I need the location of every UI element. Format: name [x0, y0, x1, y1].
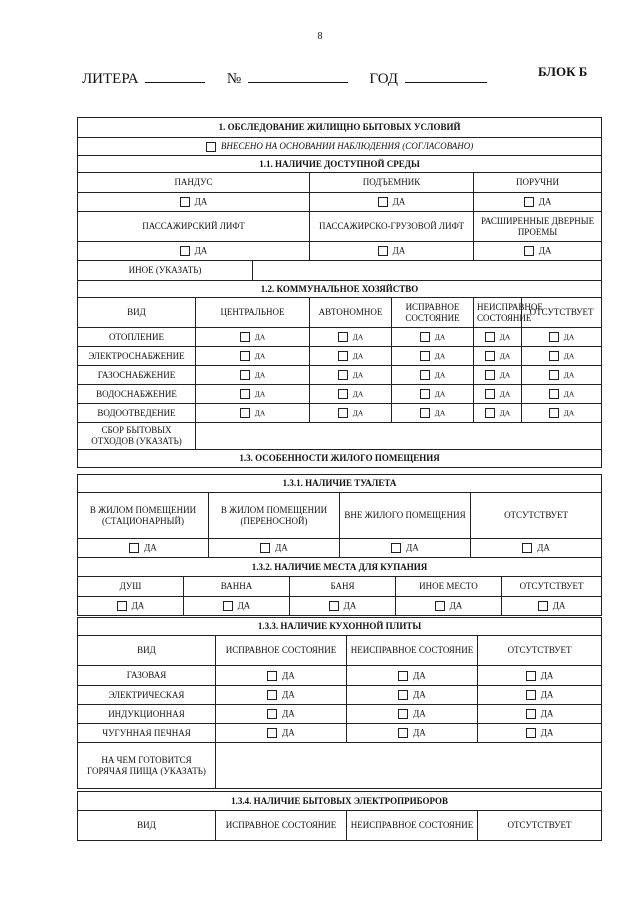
toilet-outside-checkbox[interactable]	[391, 543, 401, 553]
checkbox[interactable]	[526, 728, 536, 738]
yes-label: ДА	[413, 709, 426, 719]
yes-label: ДА	[352, 408, 364, 418]
checkbox[interactable]	[549, 408, 559, 418]
other-accessibility-field[interactable]	[253, 261, 602, 281]
checkbox[interactable]	[338, 370, 348, 380]
section-1-table	[77, 117, 602, 468]
checkbox[interactable]	[420, 332, 430, 342]
checkbox-cell	[78, 539, 209, 558]
checkbox-cell	[216, 686, 347, 705]
appliances-col-type: ВИД	[78, 811, 216, 841]
handrails-checkbox[interactable]	[524, 197, 534, 207]
section-1-3-1-title: 1.3.1. НАЛИЧИЕ ТУАЛЕТА	[78, 475, 602, 493]
yes-label: ДА	[540, 728, 554, 738]
yes-label: ДА	[499, 370, 511, 380]
toilet-col-absent: ОТСУТСТВУЕТ	[471, 493, 602, 539]
checkbox[interactable]	[485, 351, 495, 361]
checkbox-cell	[474, 328, 522, 347]
hot-food-field[interactable]	[216, 743, 602, 789]
stove-col-broken: НЕИСПРАВНОЕ СОСТОЯНИЕ	[347, 636, 478, 666]
ramp-checkbox[interactable]	[180, 197, 190, 207]
checkbox-cell	[478, 724, 602, 743]
section-1-3-4-title: 1.3.4. НАЛИЧИЕ БЫТОВЫХ ЭЛЕКТРОПРИБОРОВ	[78, 792, 602, 811]
appliances-col-working: ИСПРАВНОЕ СОСТОЯНИЕ	[216, 811, 347, 841]
section-1-title: 1. ОБСЛЕДОВАНИЕ ЖИЛИЩНО БЫТОВЫХ УСЛОВИЙ	[78, 118, 602, 138]
checkbox-cell	[196, 347, 310, 366]
yes-label: ДА	[413, 728, 426, 738]
wide-doorways-checkbox[interactable]	[524, 246, 534, 256]
yes-label: ДА	[499, 389, 511, 399]
stove-col-absent: ОТСУТСТВУЕТ	[478, 636, 602, 666]
utility-water-supply: ВОДОСНАБЖЕНИЕ	[78, 385, 196, 404]
checkbox-cell	[474, 404, 522, 423]
stove-col-working: ИСПРАВНОЕ СОСТОЯНИЕ	[216, 636, 347, 666]
number-field[interactable]	[248, 68, 348, 83]
bathtub-checkbox[interactable]	[223, 601, 233, 611]
section-1-2-title: 1.2. КОММУНАЛЬНОЕ ХОЗЯЙСТВО	[78, 281, 602, 298]
checkbox-cell	[392, 404, 474, 423]
section-1-3-3-title: 1.3.3. НАЛИЧИЕ КУХОННОЙ ПЛИТЫ	[78, 618, 602, 636]
checkbox-cell	[522, 328, 602, 347]
yes-label: ДА	[352, 370, 364, 380]
checkbox[interactable]	[338, 389, 348, 399]
checkbox[interactable]	[240, 351, 250, 361]
hot-food-label: НА ЧЕМ ГОТОВИТСЯ ГОРЯЧАЯ ПИЩА (УКАЗАТЬ)	[78, 743, 216, 789]
stove-electric: ЭЛЕКТРИЧЕСКАЯ	[78, 686, 216, 705]
checkbox[interactable]	[485, 389, 495, 399]
yes-label: ДА	[254, 389, 266, 399]
toilet-absent-checkbox[interactable]	[522, 543, 532, 553]
checkbox[interactable]	[240, 408, 250, 418]
toilet-portable-checkbox[interactable]	[260, 543, 270, 553]
checkbox-cell	[209, 539, 340, 558]
checkbox-cell	[522, 385, 602, 404]
utility-row	[78, 366, 602, 385]
checkbox-cell	[522, 404, 602, 423]
checkbox-cell	[347, 724, 478, 743]
utility-heating: ОТОПЛЕНИЕ	[78, 328, 196, 347]
utility-gas: ГАЗОСНАБЖЕНИЕ	[78, 366, 196, 385]
lift-label: ПОДЪЕМНИК	[310, 173, 474, 193]
checkbox-cell	[392, 385, 474, 404]
checkbox[interactable]	[240, 370, 250, 380]
block-label: БЛОК Б	[538, 64, 588, 79]
yes-label: ДА	[434, 408, 446, 418]
utilities-col-absent: ОТСУТСТВУЕТ	[522, 298, 602, 328]
checkbox-cell	[478, 686, 602, 705]
bath-col-bathtub: ВАННА	[184, 577, 290, 597]
checkbox[interactable]	[398, 690, 408, 700]
checkbox-cell	[478, 705, 602, 724]
year-label: ГОД	[369, 71, 399, 87]
ramp-label: ПАНДУС	[78, 173, 310, 193]
wide-doorways-yes-cell	[474, 242, 602, 261]
observation-checkbox[interactable]	[206, 142, 216, 152]
passenger-elevator-checkbox[interactable]	[180, 246, 190, 256]
bath-col-other: ИНОЕ МЕСТО	[396, 577, 502, 597]
yes-label: ДА	[352, 332, 364, 342]
checkbox-cell	[290, 597, 396, 616]
checkbox[interactable]	[338, 351, 348, 361]
yes-label: ДА	[537, 543, 550, 553]
passenger-elevator-label: ПАССАЖИРСКИЙ ЛИФТ	[78, 212, 310, 242]
checkbox-cell	[522, 347, 602, 366]
checkbox[interactable]	[549, 370, 559, 380]
stove-row	[78, 705, 602, 724]
observation-note	[78, 138, 602, 156]
wide-doorways-label: РАСШИРЕННЫЕ ДВЕРНЫЕ ПРОЕМЫ	[474, 212, 602, 242]
checkbox-cell	[310, 328, 392, 347]
yes-label: ДА	[131, 601, 145, 611]
yes-label: ДА	[540, 709, 554, 719]
number-label: №	[226, 71, 242, 87]
utility-row	[78, 404, 602, 423]
freight-elevator-yes-cell	[310, 242, 474, 261]
checkbox-cell	[310, 385, 392, 404]
waste-collection-field[interactable]	[196, 423, 602, 450]
checkbox-cell	[216, 666, 347, 686]
yes-label: ДА	[563, 351, 575, 361]
utility-electricity: ЭЛЕКТРОСНАБЖЕНИЕ	[78, 347, 196, 366]
utility-drainage: ВОДООТВЕДЕНИЕ	[78, 404, 196, 423]
waste-collection-label: СБОР БЫТОВЫХ ОТХОДОВ (УКАЗАТЬ)	[78, 423, 196, 450]
freight-elevator-checkbox[interactable]	[378, 246, 388, 256]
checkbox-cell	[396, 597, 502, 616]
appliances-table	[77, 791, 602, 841]
yes-label: ДА	[343, 601, 357, 611]
yes-label: ДА	[144, 543, 157, 553]
checkbox-cell	[347, 686, 478, 705]
checkbox-cell	[196, 328, 310, 347]
yes-label: ДА	[538, 197, 552, 207]
lift-yes-cell	[310, 193, 474, 212]
checkbox[interactable]	[526, 690, 536, 700]
stove-induction: ИНДУКЦИОННАЯ	[78, 705, 216, 724]
litera-field[interactable]	[145, 68, 205, 83]
checkbox-cell	[310, 366, 392, 385]
checkbox[interactable]	[240, 332, 250, 342]
yes-label: ДА	[538, 246, 552, 256]
checkbox[interactable]	[398, 709, 408, 719]
checkbox-cell	[474, 347, 522, 366]
yes-label: ДА	[563, 389, 575, 399]
stove-table	[77, 617, 602, 789]
checkbox[interactable]	[267, 690, 277, 700]
checkbox-cell	[478, 666, 602, 686]
yes-label: ДА	[552, 601, 566, 611]
utility-row	[78, 385, 602, 404]
utilities-col-type: ВИД	[78, 298, 196, 328]
checkbox-cell	[216, 705, 347, 724]
handrails-yes-cell	[474, 193, 602, 212]
checkbox[interactable]	[549, 389, 559, 399]
appliances-col-broken: НЕИСПРАВНОЕ СОСТОЯНИЕ	[347, 811, 478, 841]
yes-label: ДА	[237, 601, 251, 611]
checkbox[interactable]	[420, 408, 430, 418]
utilities-col-working: ИСПРАВНОЕ СОСТОЯНИЕ	[392, 298, 474, 328]
yes-label: ДА	[540, 690, 554, 700]
yes-label: ДА	[499, 351, 511, 361]
yes-label: ДА	[563, 370, 575, 380]
passenger-elevator-yes-cell	[78, 242, 310, 261]
bath-col-absent: ОТСУТСТВУЕТ	[502, 577, 602, 597]
checkbox-cell	[347, 666, 478, 686]
checkbox[interactable]	[526, 671, 536, 681]
yes-label: ДА	[413, 690, 426, 700]
checkbox-cell	[184, 597, 290, 616]
yes-label: ДА	[563, 408, 575, 418]
yes-label: ДА	[282, 690, 295, 700]
checkbox[interactable]	[526, 709, 536, 719]
year-field[interactable]	[405, 68, 487, 83]
yes-label: ДА	[254, 332, 266, 342]
toilet-table	[77, 474, 602, 558]
lift-checkbox[interactable]	[378, 197, 388, 207]
checkbox[interactable]	[485, 332, 495, 342]
stove-cast-iron: ЧУГУННАЯ ПЕЧНАЯ	[78, 724, 216, 743]
checkbox-cell	[196, 385, 310, 404]
checkbox-cell	[522, 366, 602, 385]
yes-label: ДА	[406, 543, 419, 553]
yes-label: ДА	[540, 670, 554, 681]
toilet-col-portable: В ЖИЛОМ ПОМЕЩЕНИИ (ПЕРЕНОСНОЙ)	[209, 493, 340, 539]
yes-label: ДА	[392, 197, 406, 207]
checkbox[interactable]	[398, 728, 408, 738]
appliances-col-absent: ОТСУТСТВУЕТ	[478, 811, 602, 841]
utilities-col-central: ЦЕНТРАЛЬНОЕ	[196, 298, 310, 328]
yes-label: ДА	[275, 543, 288, 553]
yes-label: ДА	[392, 246, 406, 256]
yes-label: ДА	[449, 601, 463, 611]
checkbox[interactable]	[338, 332, 348, 342]
checkbox-cell	[392, 347, 474, 366]
yes-label: ДА	[434, 370, 446, 380]
section-1-3-title: 1.3. ОСОБЕННОСТИ ЖИЛОГО ПОМЕЩЕНИЯ	[78, 450, 602, 468]
bath-absent-checkbox[interactable]	[538, 601, 548, 611]
checkbox-cell	[474, 366, 522, 385]
checkbox-cell	[340, 539, 471, 558]
yes-label: ДА	[282, 709, 295, 719]
checkbox[interactable]	[240, 389, 250, 399]
checkbox-cell	[310, 404, 392, 423]
freight-elevator-label: ПАССАЖИРСКО-ГРУЗОВОЙ ЛИФТ	[310, 212, 474, 242]
checkbox-cell	[216, 724, 347, 743]
stove-row	[78, 724, 602, 743]
checkbox[interactable]	[267, 671, 277, 681]
yes-label: ДА	[194, 246, 208, 256]
utilities-col-autonomous: АВТОНОМНОЕ	[310, 298, 392, 328]
yes-label: ДА	[413, 670, 426, 681]
yes-label: ДА	[282, 728, 295, 738]
checkbox-cell	[474, 385, 522, 404]
checkbox-cell	[471, 539, 602, 558]
toilet-stationary-checkbox[interactable]	[129, 543, 139, 553]
utility-row	[78, 347, 602, 366]
checkbox-cell	[196, 404, 310, 423]
observation-note-text: ВНЕСЕНО НА ОСНОВАНИИ НАБЛЮДЕНИЯ (СОГЛАСОВАНО)	[220, 141, 474, 152]
yes-label: ДА	[499, 408, 511, 418]
banya-checkbox[interactable]	[329, 601, 339, 611]
checkbox[interactable]	[549, 332, 559, 342]
checkbox-cell	[347, 705, 478, 724]
shower-checkbox[interactable]	[117, 601, 127, 611]
toilet-col-stationary: В ЖИЛОМ ПОМЕЩЕНИИ (СТАЦИОНАРНЫЙ)	[78, 493, 209, 539]
other-accessibility-label: ИНОЕ (УКАЗАТЬ)	[78, 261, 253, 281]
yes-label: ДА	[254, 370, 266, 380]
checkbox-cell	[502, 597, 602, 616]
checkbox-cell	[78, 597, 184, 616]
other-bath-checkbox[interactable]	[435, 601, 445, 611]
stove-row	[78, 686, 602, 705]
yes-label: ДА	[254, 408, 266, 418]
yes-label: ДА	[352, 351, 364, 361]
checkbox[interactable]	[267, 709, 277, 719]
yes-label: ДА	[434, 389, 446, 399]
checkbox[interactable]	[267, 728, 277, 738]
yes-label: ДА	[352, 389, 364, 399]
checkbox[interactable]	[549, 351, 559, 361]
yes-label: ДА	[499, 332, 511, 342]
litera-label: ЛИТЕРА	[82, 71, 139, 87]
checkbox-cell	[392, 366, 474, 385]
toilet-col-outside: ВНЕ ЖИЛОГО ПОМЕЩЕНИЯ	[340, 493, 471, 539]
bathing-table	[77, 557, 602, 616]
checkbox[interactable]	[420, 351, 430, 361]
section-1-1-title: 1.1. НАЛИЧИЕ ДОСТУПНОЙ СРЕДЫ	[78, 156, 602, 173]
utilities-col-broken: НЕИСПРАВНОЕ СОСТОЯНИЕ	[474, 298, 522, 328]
yes-label: ДА	[434, 332, 446, 342]
form-header	[82, 68, 487, 88]
checkbox[interactable]	[420, 370, 430, 380]
checkbox-cell	[196, 366, 310, 385]
stove-gas: ГАЗОВАЯ	[78, 666, 216, 686]
yes-label: ДА	[434, 351, 446, 361]
checkbox-cell	[310, 347, 392, 366]
checkbox[interactable]	[485, 370, 495, 380]
page-number: 8	[317, 31, 323, 42]
checkbox[interactable]	[398, 671, 408, 681]
utility-row	[78, 328, 602, 347]
yes-label: ДА	[282, 670, 295, 681]
yes-label: ДА	[563, 332, 575, 342]
checkbox-cell	[392, 328, 474, 347]
yes-label: ДА	[254, 351, 266, 361]
checkbox[interactable]	[420, 389, 430, 399]
stove-col-type: ВИД	[78, 636, 216, 666]
checkbox[interactable]	[338, 408, 348, 418]
ramp-yes-cell	[78, 193, 310, 212]
handrails-label: ПОРУЧНИ	[474, 173, 602, 193]
bath-col-shower: ДУШ	[78, 577, 184, 597]
section-1-3-2-title: 1.3.2. НАЛИЧИЕ МЕСТА ДЛЯ КУПАНИЯ	[78, 558, 602, 577]
stove-row	[78, 666, 602, 686]
bath-col-banya: БАНЯ	[290, 577, 396, 597]
yes-label: ДА	[194, 197, 208, 207]
checkbox[interactable]	[485, 408, 495, 418]
